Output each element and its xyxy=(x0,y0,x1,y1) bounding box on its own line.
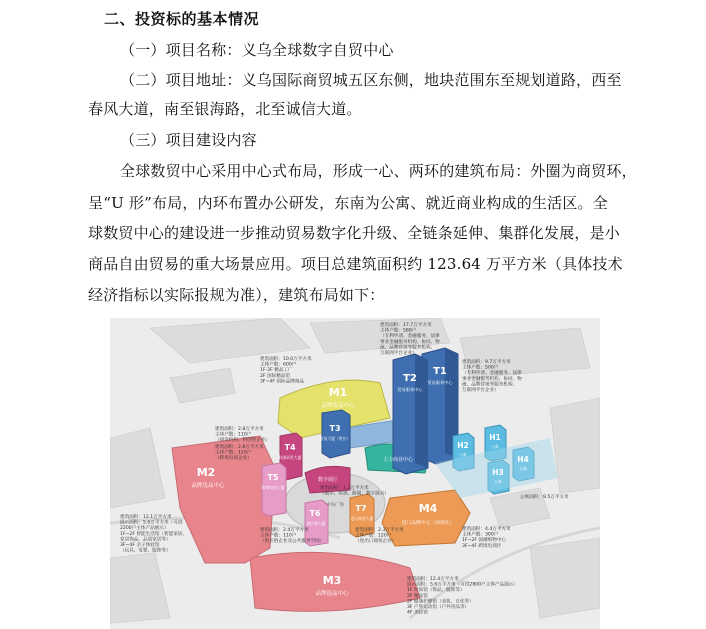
note-m3-line: 3F 户外运动馆（户外用品等） xyxy=(407,605,470,610)
label-t2-code: T2 xyxy=(403,373,417,384)
label-t4-name: 科创研发大厦 xyxy=(278,455,302,460)
note-t7-line: （进出口商贸企业） xyxy=(355,539,397,545)
label-h4-name: 公寓 xyxy=(519,466,527,471)
paragraph-line-1: 全球数贸中心采用中心式布局，形成一心、两环的建筑布局：外圈为商贸环， xyxy=(120,162,637,180)
label-t2-name: 贸易服务中心 xyxy=(397,387,423,392)
note-t5-line: 建筑面积：2.8万平方米 xyxy=(215,445,264,450)
note-m2-line: 建筑面积：12.1万平方米 xyxy=(120,515,172,520)
label-t6-code: T6 xyxy=(309,509,321,518)
label-t3-name: 贸易大厦（供应） xyxy=(319,436,351,441)
note-t_right-line: 主体户数：500户 xyxy=(462,365,499,371)
label-h4-code: H4 xyxy=(517,455,529,464)
label-h3-name: 公寓 xyxy=(494,479,502,484)
label-t5-code: T5 xyxy=(267,473,279,482)
note-t5-line: 主体户数：120户 xyxy=(215,450,252,456)
note-m1-line: 3F~4F 国际品牌商品 xyxy=(260,379,305,385)
label-t1-code: T1 xyxy=(433,366,447,377)
note-m4-line: 3F~4F 跨境电商区 xyxy=(462,543,502,549)
label-h1-name: 公寓 xyxy=(491,444,499,449)
label-t3-code: T3 xyxy=(329,424,341,433)
note-m3-line: 2F 健康护理馆（美妆、日化等） xyxy=(407,599,474,605)
note-m1-line: 2F 国际精品馆 xyxy=(260,373,290,379)
note-digital-line: 建筑面积：1.2万平方米 xyxy=(320,486,369,491)
note-m2-line: 1F~2F 智能生活馆（智能家居、 xyxy=(120,531,187,537)
note-t4-line: 建筑面积：2.8万平方米 xyxy=(215,427,264,432)
label-h1-code: H1 xyxy=(489,433,501,442)
label-m4-name: 进口品牌中心（商场化） xyxy=(401,521,455,526)
label-service-center: 主力商业中心 xyxy=(382,457,414,463)
note-t7-line: 建筑面积：2.3万平方米 xyxy=(355,528,404,533)
note-t_top-line: 主体户数：588户 xyxy=(380,328,417,334)
note-m2-line: （玩具、母婴、服饰等） xyxy=(120,548,171,554)
note-m2-line: 2200户主体产品展示） xyxy=(120,526,169,532)
note-m4-line: 建筑面积：4.4万平方米 xyxy=(462,527,511,532)
note-t_top-line: 建筑面积：17.7万平方米 xyxy=(380,323,432,328)
label-t7-name: 进口商贸大厦 xyxy=(350,516,374,521)
note-m3-line: 2F 精品馆 xyxy=(407,593,428,599)
label-t6-name: 供应链大厦 xyxy=(306,521,326,526)
note-m3-line: 1F 时尚馆（饰品、服饰等） xyxy=(407,588,465,594)
note-m4-line: 主体户数：300户 xyxy=(462,532,499,538)
note-t5-line: （跨境电商企业） xyxy=(215,456,252,462)
label-h2-name: 公寓 xyxy=(459,452,467,457)
label-m1-name: 品牌选品中心 xyxy=(321,403,355,409)
note-t6-line: 建筑面积：2.4万平方米 xyxy=(260,528,309,533)
note-m1-line: 主体户数：600户 xyxy=(260,362,297,368)
label-m3-code: M3 xyxy=(322,574,342,587)
note-t_right-line: 流、品牌营销等服务机构、 xyxy=(462,382,518,388)
note-m2-line: 家居饰品、品质家居等） xyxy=(120,537,171,543)
paragraph-line-3: 球数贸中心的建设进一步推动贸易数字化升级、全链条延伸、集群化发展，是小 xyxy=(88,224,621,242)
item-project-address-cont: 春风大道，南至银海路，北至诚信大道。 xyxy=(88,100,362,118)
label-t7-code: T7 xyxy=(355,504,367,513)
note-m3-line: 建筑面积：12.4万平方米 xyxy=(407,577,459,582)
note-t_top-line: 互联网平台企业） xyxy=(380,351,417,356)
note-t_right-line: 事业金融服务机构、协同、物 xyxy=(462,376,522,382)
label-center-plaza: 中央广场 xyxy=(326,503,344,508)
note-t4-line: 主体户数：110户 xyxy=(215,432,252,438)
label-m1-code: M1 xyxy=(328,386,348,399)
note-h_right-line: 公寓面积：9.5万平方米 xyxy=(520,495,569,500)
note-m3-line: 展示面积：5.6万平方米（可供2800户主体产品展示） xyxy=(407,582,518,588)
item-project-name: （一）项目名称：义乌全球数字自贸中心 xyxy=(120,41,394,59)
note-m2-line: 展示面积：5.6万平方米（可供 xyxy=(120,520,183,526)
label-m2-name: 品牌选品中心 xyxy=(191,483,225,489)
paragraph-line-4: 商品自由贸易的重大场景应用。项目总建筑面积约 123.64 万平方米（具体技术 xyxy=(88,255,623,273)
note-t_top-line: （专利申请、金融服务、法律 xyxy=(380,334,440,340)
label-h3-code: H3 xyxy=(492,468,504,477)
label-m2-code: M2 xyxy=(196,466,216,479)
note-m1-line: 建筑面积：10.0万平方米 xyxy=(260,357,312,362)
building-t3 xyxy=(319,410,351,458)
building-m4 xyxy=(382,490,470,546)
note-t_right-line: 互联网平台企业） xyxy=(462,388,499,393)
note-m4-line: 1F~2F 国潮购物中心 xyxy=(462,538,507,544)
item-construction-content: （三）项目建设内容 xyxy=(120,131,257,149)
item-project-address: （二）项目地址：义乌国际商贸城五区东侧，地块范围东至规划道路，西至 xyxy=(120,71,622,89)
paragraph-line-2: 呈“U 形”布局，内环布置办公研发，东南为公寓、就近商业构成的生活区。全 xyxy=(88,194,608,212)
label-h2-code: H2 xyxy=(457,441,469,450)
label-t4-code: T4 xyxy=(284,443,296,452)
label-m4-code: M4 xyxy=(418,502,438,515)
note-m1-line: 1F-2F 精品工厂 xyxy=(260,368,293,374)
note-t_top-line: 事业金融服务机构、协同、物 xyxy=(380,339,440,345)
note-t_right-line: 建筑面积：9.7万平方米 xyxy=(462,360,511,365)
note-t_top-line: 流、品牌营销等服务机构、 xyxy=(380,345,436,351)
paragraph-line-5: 经济指标以实际报规为准），建筑布局如下： xyxy=(88,286,385,304)
note-t6-line: 主体户数：110户 xyxy=(260,533,297,539)
label-t1-name: 贸易服务中心 xyxy=(427,380,453,385)
note-t4-line: （研发机构、科创型企业） xyxy=(215,438,271,444)
note-m3-line: 4F 美妆馆 xyxy=(407,610,428,616)
note-m2-line: 3F~4F 亲子体验馆 xyxy=(120,543,160,548)
note-t7-line: 主体户数：120户 xyxy=(355,533,392,539)
note-digital-line: （展示、培训、路演、数字展示） xyxy=(320,491,389,497)
label-digital-hall: 数字展厅 xyxy=(317,477,339,483)
label-m3-name: 品牌选品中心 xyxy=(315,591,349,597)
label-t5-name: 跨境电商大厦 xyxy=(261,485,285,490)
note-t6-line: （供应链企业及公共服务空间） xyxy=(260,539,325,545)
building-layout-figure xyxy=(110,318,600,629)
note-t_right-line: （专利申请、金融服务、法律 xyxy=(462,371,522,377)
section-heading: 二、投资标的基本情况 xyxy=(104,10,260,28)
